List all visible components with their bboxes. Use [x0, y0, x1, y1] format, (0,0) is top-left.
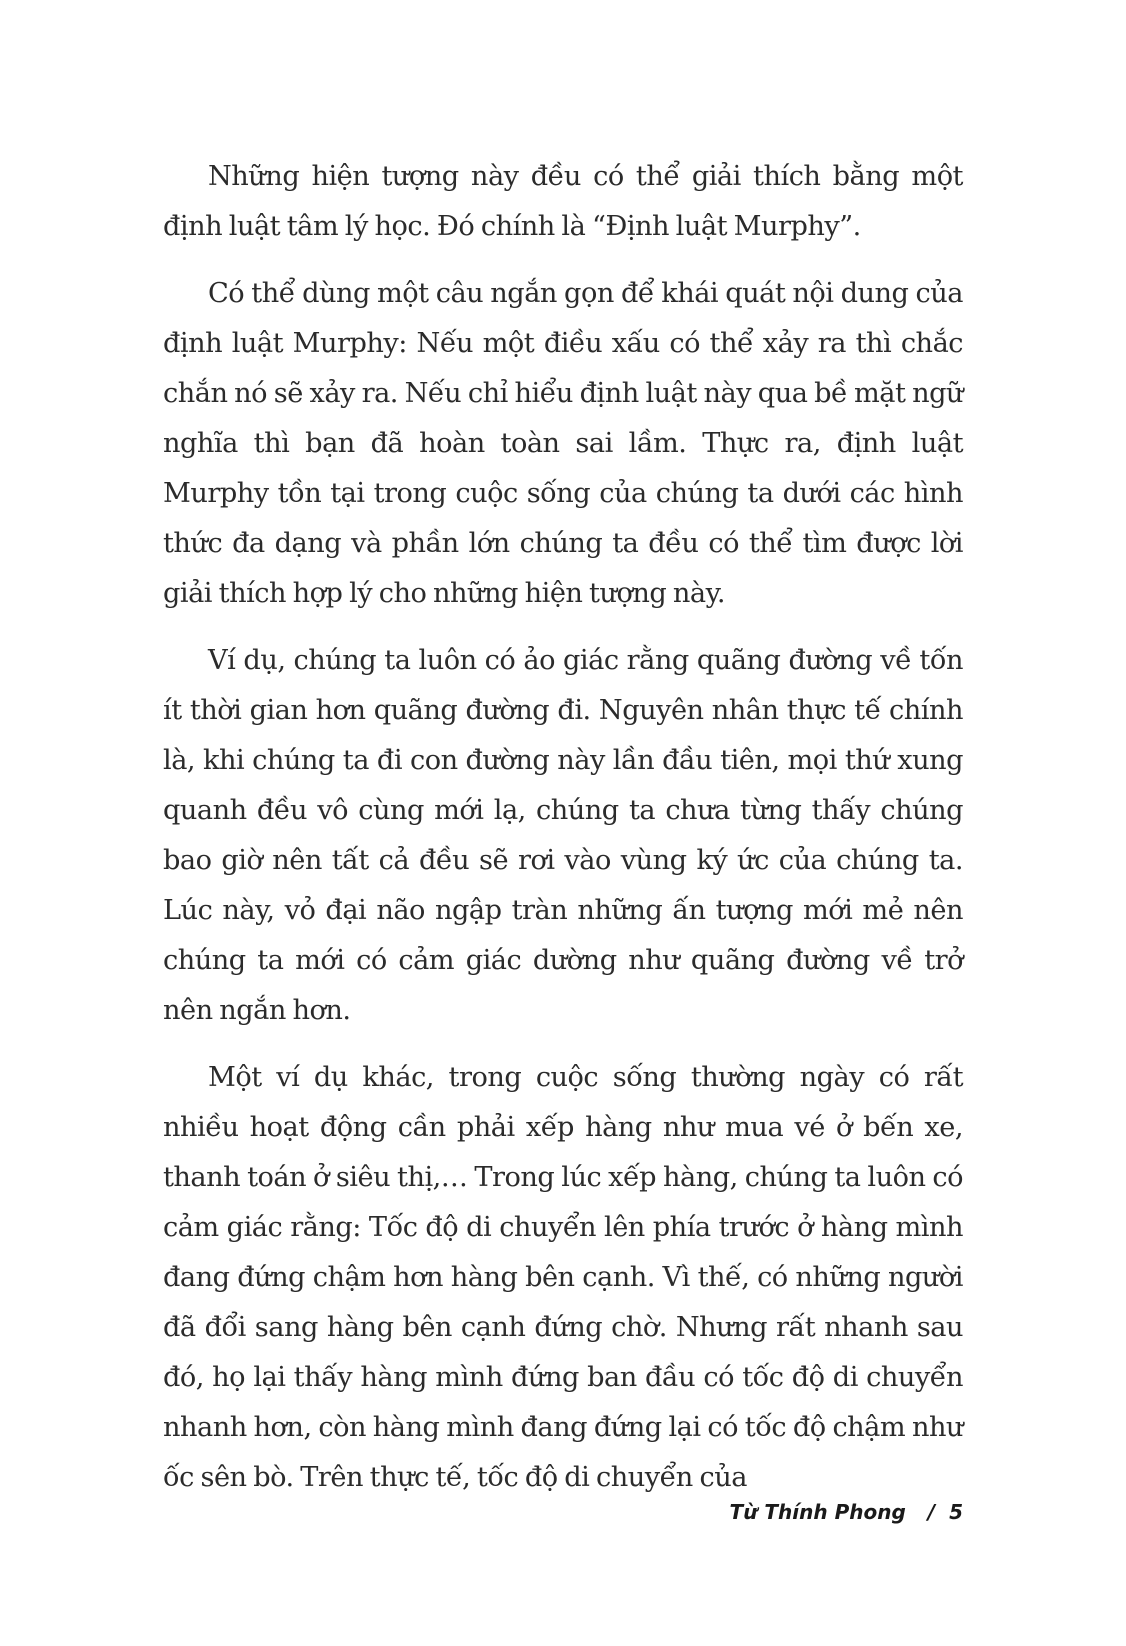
paragraph: Những hiện tượng này đều có thể giải thích bằng một định luật tâm lý học. Đó chính là “Định luật Murphy”.: [163, 161, 963, 242]
paragraph: Một ví dụ khác, trong cuộc sống thường ngày có rất nhiều hoạt động cần phải xếp hàng như mua vé ở bến xe, thanh toán ở siêu thị,… Trong lúc xếp hàng, chúng ta luôn có cảm giác rằng: Tốc độ di chuyển lên phía trước ở hàng mình đang đứng chậm hơn hàng bên cạnh. Vì thế, có những người đã đổi sang hàng bên cạnh đứng chờ. Nhưng rất nhanh sau đó, họ lại thấy hàng mình đứng ban đầu có tốc độ di chuyển nhanh hơn, còn hàng mình đang đứng lại có tốc độ chậm như ốc sên bò. Trên thực tế, tốc độ di chuyển của: [163, 1062, 963, 1493]
footer-author: Từ Thính Phong: [729, 1500, 906, 1524]
page-footer: [730, 1500, 963, 1524]
paragraph: Ví dụ, chúng ta luôn có ảo giác rằng quãng đường về tốn ít thời gian hơn quãng đường đi. Nguyên nhân thực tế chính là, khi chúng ta đi con đường này lần đầu tiên, mọi thứ xung quanh đều vô cùng mới lạ, chúng ta chưa từng thấy chúng bao giờ nên tất cả đều sẽ rơi vào vùng ký ức của chúng ta. Lúc này, vỏ đại não ngập tràn những ấn tượng mới mẻ nên chúng ta mới có cảm giác dường như quãng đường về trở nên ngắn hơn.: [163, 645, 963, 1026]
paragraph: Có thể dùng một câu ngắn gọn để khái quát nội dung của định luật Murphy: Nếu một điều xấu có thể xảy ra thì chắc chắn nó sẽ xảy ra. Nếu chỉ hiểu định luật này qua bề mặt ngữ nghĩa thì bạn đã hoàn toàn sai lầm. Thực ra, định luật Murphy tồn tại trong cuộc sống của chúng ta dưới các hình thức đa dạng và phần lớn chúng ta đều có thể tìm được lời giải thích hợp lý cho những hiện tượng này.: [163, 278, 963, 609]
page-number: 5: [949, 1500, 963, 1524]
body-text: [163, 152, 963, 1520]
footer-separator: /: [927, 1500, 936, 1524]
